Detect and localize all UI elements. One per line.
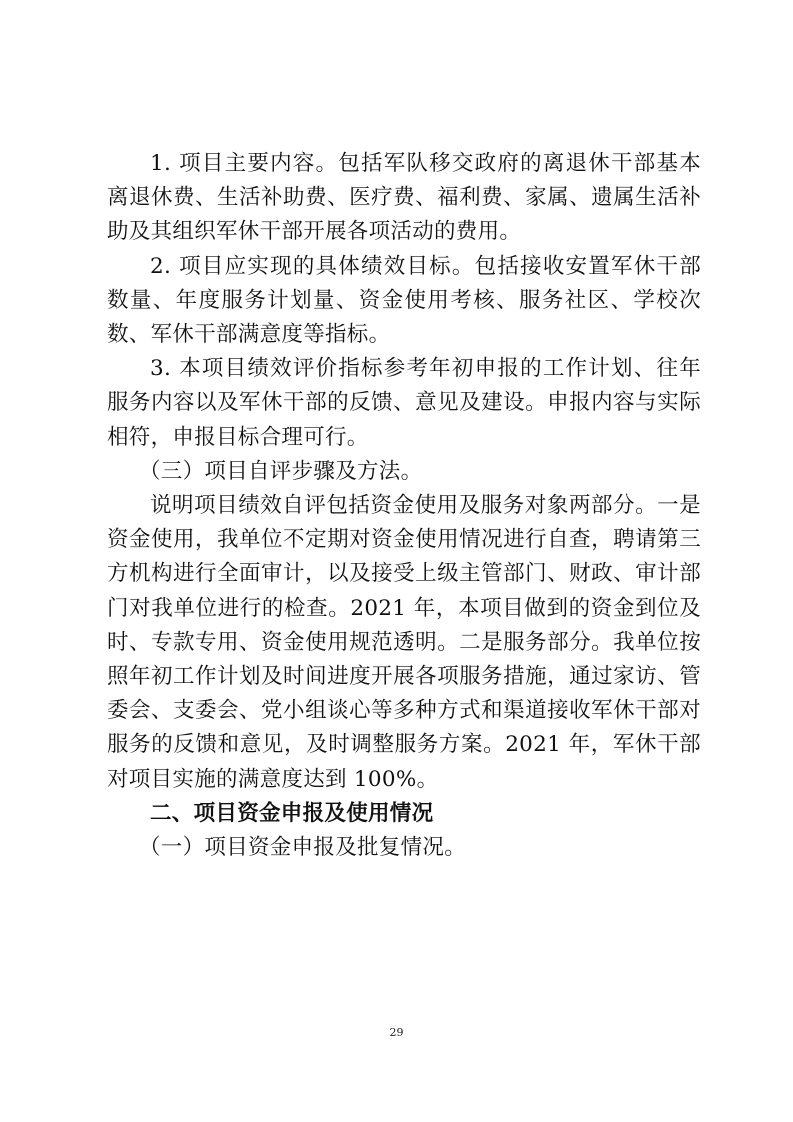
paragraph-performance-goals: 2. 项目应实现的具体绩效目标。包括接收安置军休干部数量、年度服务计划量、资金使用考核、服务社区、学校次数、军休干部满意度等指标。 — [107, 253, 701, 348]
section-heading-funding: 二、项目资金申报及使用情况 — [150, 800, 434, 826]
section-heading-funding-approval: （一）项目资金申报及批复情况。 — [139, 835, 467, 861]
page-number: 29 — [389, 1026, 404, 1039]
document-body — [107, 147, 701, 865]
paragraph-project-content: 1. 项目主要内容。包括军队移交政府的离退休干部基本离退休费、生活补助费、医疗费、福利费、家属、遗属生活补助及其组织军休干部开展各项活动的费用。 — [107, 151, 701, 245]
paragraph-self-evaluation-description: 说明项目绩效自评包括资金使用及服务对象两部分。一是资金使用，我单位不定期对资金使用情况进行自查，聘请第三方机构进行全面审计，以及接受上级主管部门、财政、审计部门对我单位进行的检查。2021 年，本项目做到的资金到位及时、专款专用、资金使用规范透明。二是服务部分。我单位按照年初工作计划及时间进度开展各项服务措施，通过家访、管委会、支委会、党小组谈心等多种方式和渠道接收军休干部对服务的反馈和意见，及时调整服务方案。2021 年，军休干部对项目实施的满意度达到 100%。 — [107, 493, 701, 792]
section-heading-self-evaluation: （三）项目自评步骤及方法。 — [139, 458, 423, 484]
paragraph-evaluation-indicators: 3. 本项目绩效评价指标参考年初申报的工作计划、往年服务内容以及军休干部的反馈、意见及建设。申报内容与实际相符，申报目标合理可行。 — [107, 356, 701, 450]
